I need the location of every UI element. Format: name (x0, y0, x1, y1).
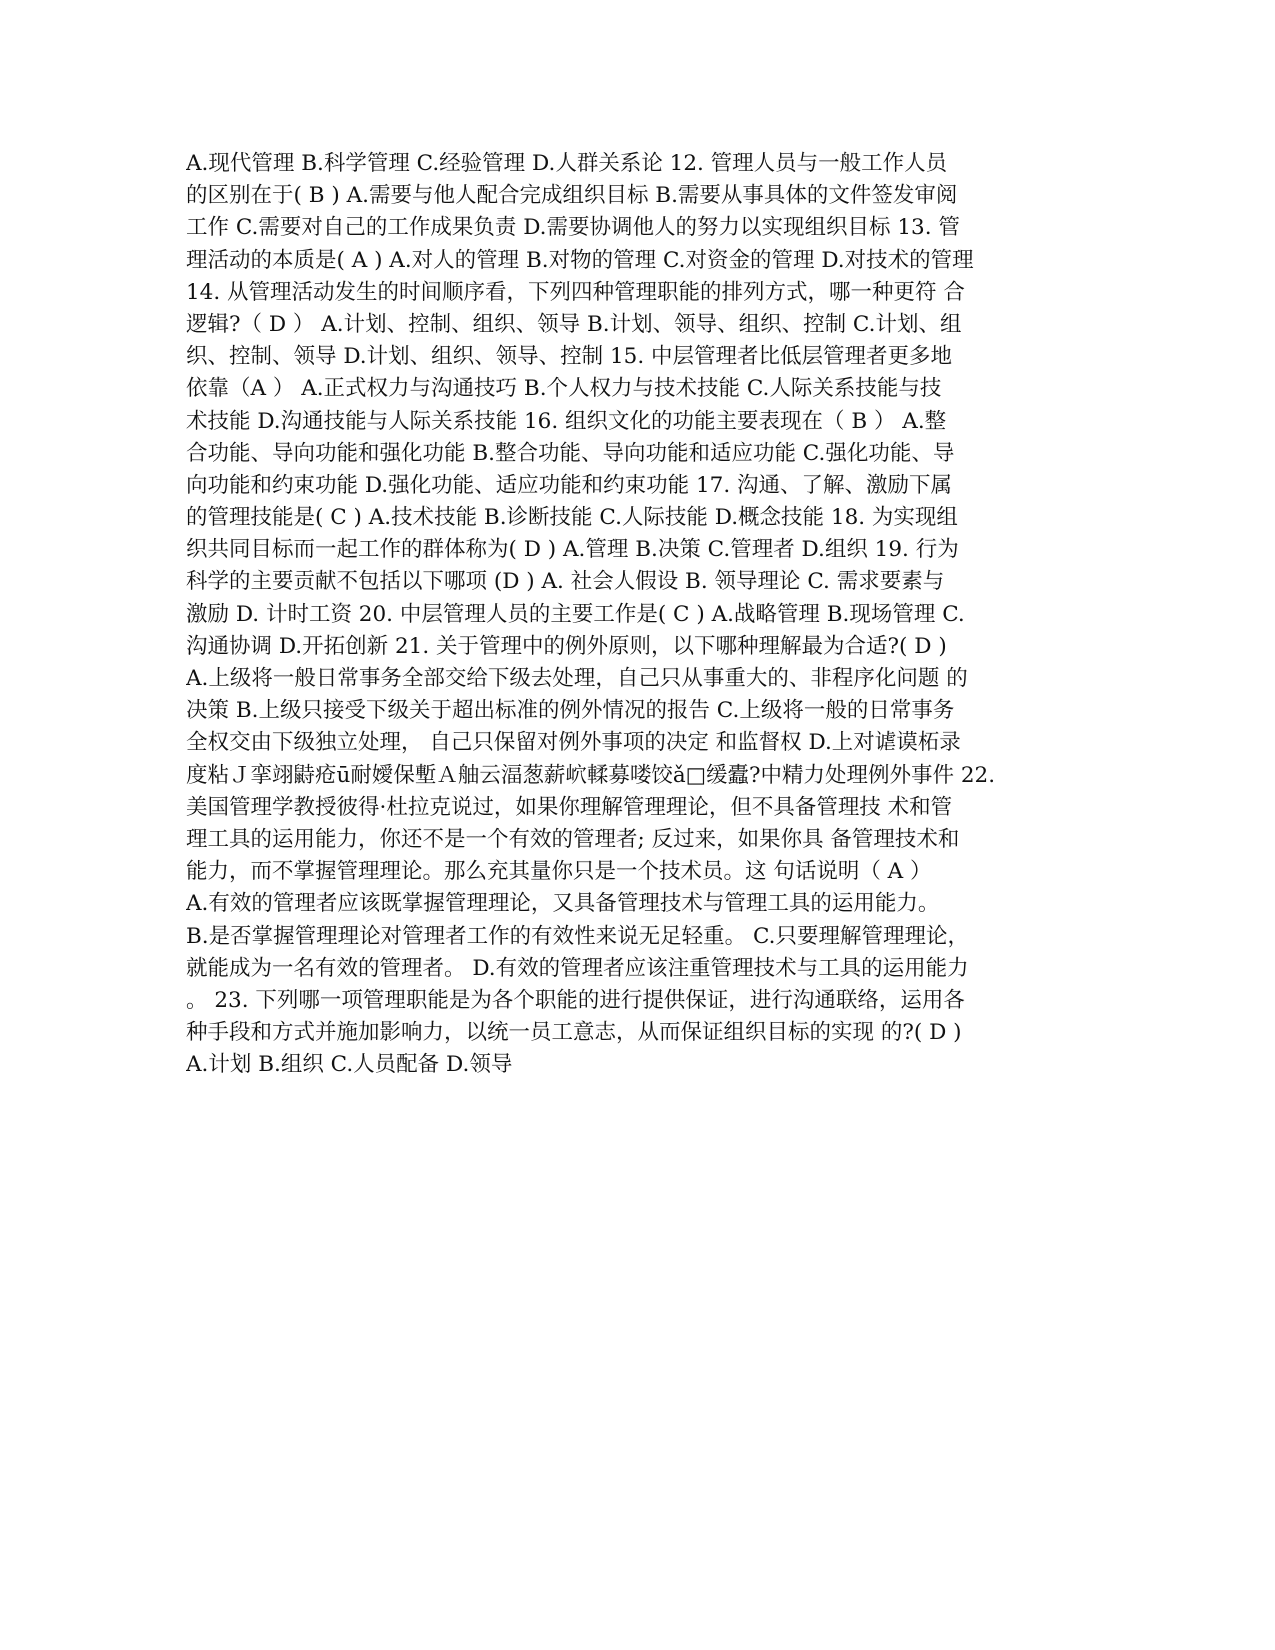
document-body-text (186, 148, 1091, 1081)
text-line: 14. 从管理活动发生的时间顺序看，下列四种管理职能的排列方式，哪一种更符 合 (186, 279, 965, 305)
text-line: 科学的主要贡献不包括以下哪项 (D ) A. 社会人假设 B. 领导理论 C. 需求要素与 (186, 569, 945, 595)
text-line: 逻辑?（ D ） A.计划、控制、组织、领导 B.计划、领导、组织、控制 C.计划、组 (186, 311, 962, 337)
text-line: 依靠（A ） A.正式权力与沟通技巧 B.个人权力与技术技能 C.人际关系技能与技 (186, 376, 942, 402)
text-line: 织共同目标而一起工作的群体称为( D ) A.管理 B.决策 C.管理者 D.组织 19. 行为 (186, 537, 959, 563)
text-line: 的区别在于( B ) A.需要与他人配合完成组织目标 B.需要从事具体的文件签发审阅 (186, 183, 958, 209)
text-line: A.上级将一般日常事务全部交给下级去处理，自己只从事重大的、非程序化问题 的 (186, 666, 968, 691)
text-line: 决策 B.上级只接受下级关于超出标准的例外情况的报告 C.上级将一般的日常事务 (186, 698, 955, 724)
text-line: B.是否掌握管理理论对管理者工作的有效性来说无足轻重。 C.只要理解管理理论， (186, 923, 969, 949)
text-line: 种手段和方式并施加影响力，以统一员工意志，从而保证组织目标的实现 的?( D ) (186, 1020, 962, 1046)
text-line: 度粘Ｊ挛翊鼭疮ū耐嬡保塹Ａ舳云湢葱薪岤輮募喽饺ǎ□缓蠹?中精力处理例外事件 22. (186, 762, 996, 788)
text-line: 向功能和约束功能 D.强化功能、适应功能和约束功能 17. 沟通、了解、激励下属 (186, 472, 953, 498)
text-line: 美国管理学教授彼得·杜拉克说过，如果你理解管理理论，但不具备管理技 术和管 (186, 794, 953, 820)
text-line: 就能成为一名有效的管理者。 D.有效的管理者应该注重管理技术与工具的运用能力 (186, 955, 969, 981)
text-line: 。 23. 下列哪一项管理职能是为各个职能的进行提供保证，进行沟通联络，运用各 (186, 987, 965, 1013)
text-line: 能力，而不掌握管理理论。那么充其量你只是一个技术员。这 句话说明（ A ） (186, 859, 932, 885)
text-line: 合功能、导向功能和强化功能 B.整合功能、导向功能和适应功能 C.强化功能、导 (186, 440, 955, 466)
text-line: 全权交由下级独立处理， 自己只保留对例外事项的决定 和监督权 D.上对谑谟柘录 (186, 730, 961, 756)
text-line: 织、控制、领导 D.计划、组织、领导、控制 15. 中层管理者比低层管理者更多地 (186, 344, 953, 370)
text-line: 工作 C.需要对自己的工作成果负责 D.需要协调他人的努力以实现组织目标 13. 管 (186, 215, 960, 241)
text-line: 术技能 D.沟通技能与人际关系技能 16. 组织文化的功能主要表现在（ B ） A.整 (186, 408, 947, 434)
text-line: 理活动的本质是( A ) A.对人的管理 B.对物的管理 C.对资金的管理 D.对技术的管理 (186, 247, 974, 273)
text-line: A.计划 B.组织 C.人员配备 D.领导 (186, 1052, 513, 1078)
text-line: 沟通协调 D.开拓创新 21. 关于管理中的例外原则，以下哪种理解最为合适?( D ) (186, 633, 947, 659)
text-line: A.现代管理 B.科学管理 C.经验管理 D.人群关系论 12. 管理人员与一般工作人员 (186, 151, 948, 176)
text-line: 激励 D. 计时工资 20. 中层管理人员的主要工作是( C ) A.战略管理 B.现场管理 C. (186, 601, 965, 627)
text-line: 理工具的运用能力，你还不是一个有效的管理者; 反过来，如果你具 备管理技术和 (186, 826, 960, 852)
text-line: A.有效的管理者应该既掌握管理理论，又具备管理技术与管理工具的运用能力。 (186, 891, 940, 917)
text-line: 的管理技能是( C ) A.技术技能 B.诊断技能 C.人际技能 D.概念技能 18. 为实现组 (186, 505, 958, 531)
